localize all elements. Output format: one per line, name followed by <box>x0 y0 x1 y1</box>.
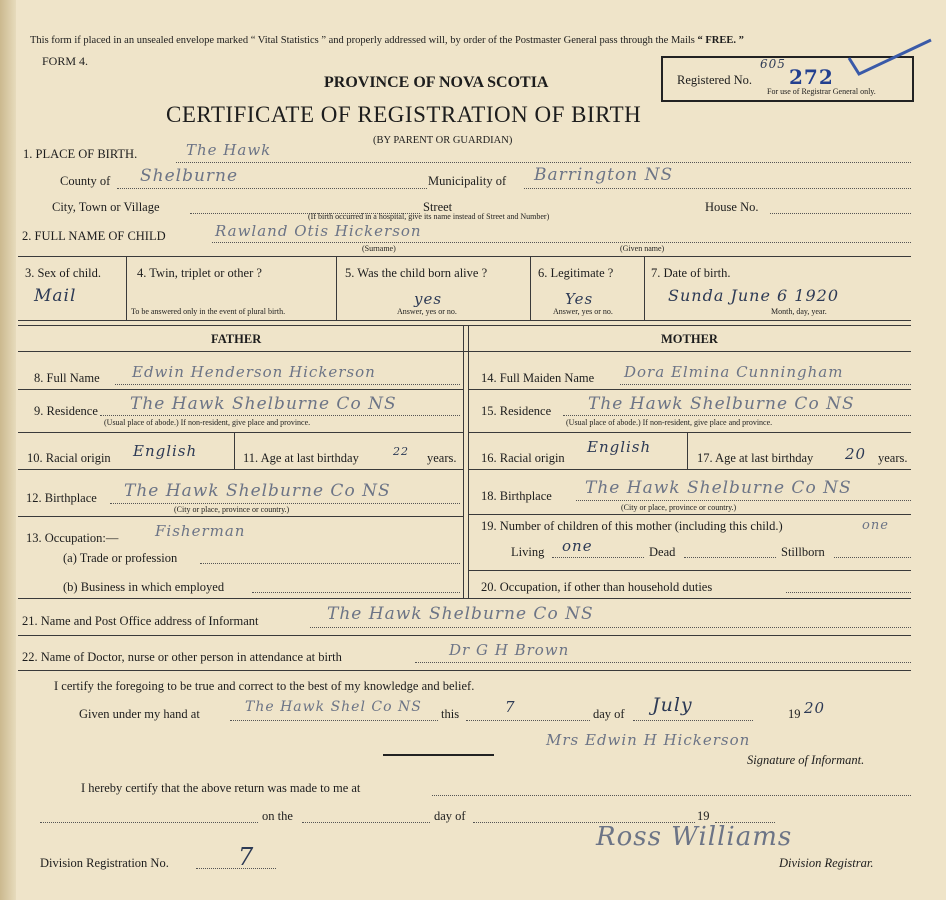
county-line <box>117 188 427 189</box>
registrar-cert-label: I hereby certify that the above return was made to me at <box>81 781 361 795</box>
place-of-birth-line <box>176 162 911 163</box>
street-label: Street <box>423 200 453 214</box>
father-racial-label: 10. Racial origin <box>27 451 111 465</box>
division-value: 7 <box>238 843 255 871</box>
mother-residence-value: The Hawk Shelburne Co NS <box>588 394 855 414</box>
free-label: “ FREE. ” <box>697 35 744 46</box>
street-note: (If birth occurred in a hospital, give its name instead of Street and Number) <box>308 212 550 221</box>
given-place-line <box>230 720 438 721</box>
child-name-label: 2. FULL NAME OF CHILD <box>22 229 166 243</box>
legit-label: 6. Legitimate ? <box>538 266 614 280</box>
trade-label: (a) Trade or profession <box>63 551 178 565</box>
sex-value: Mail <box>34 286 77 306</box>
mother-residence-line <box>563 415 911 416</box>
father-years-label: years. <box>427 451 457 465</box>
informant-signature-label: Signature of Informant. <box>747 753 865 767</box>
alive-note: Answer, yes or no. <box>397 307 457 316</box>
county-value: Shelburne <box>140 166 239 186</box>
father-occupation-value: Fisherman <box>155 522 246 540</box>
on-the-line <box>302 822 430 823</box>
given-label: Given under my hand at <box>79 707 200 721</box>
father-age-divider <box>234 432 235 469</box>
informant-value: The Hawk Shelburne Co NS <box>327 604 594 624</box>
doctor-value: Dr G H Brown <box>449 641 570 659</box>
father-row-line-3 <box>18 469 463 470</box>
mother-row-line-4 <box>468 514 911 515</box>
divider-3-4 <box>126 256 127 320</box>
informant-signature: Mrs Edwin H Hickerson <box>546 731 751 749</box>
dob-note: Month, day, year. <box>771 307 827 316</box>
father-residence-note-1: (Usual place of abode.) <box>104 418 179 427</box>
mother-heading: MOTHER <box>661 332 718 346</box>
mother-residence-label: 15. Residence <box>481 404 552 418</box>
father-residence-line <box>100 415 460 416</box>
business-line <box>252 592 460 593</box>
father-birthplace-label: 12. Birthplace <box>26 491 97 505</box>
parents-divider-1 <box>463 325 464 598</box>
county-label: County of <box>60 174 111 188</box>
mother-years-label: years. <box>878 451 908 465</box>
stillborn-line <box>834 557 911 558</box>
mother-birthplace-value: The Hawk Shelburne Co NS <box>585 478 852 498</box>
father-heading: FATHER <box>211 332 262 346</box>
father-birthplace-note: (City or place, province or country.) <box>174 505 290 514</box>
mail-notice <box>30 36 744 47</box>
municipality-line <box>524 188 911 189</box>
registered-label: Registered No. <box>677 73 752 87</box>
informant-bottom-line <box>18 635 911 636</box>
mother-occupation-line <box>786 592 911 593</box>
nineteen-label: 19 <box>697 809 710 823</box>
living-line <box>552 557 644 558</box>
father-birthplace-line <box>110 503 460 504</box>
alive-value: yes <box>414 290 443 308</box>
parents-heading-line <box>18 351 911 352</box>
mother-residence-note-1: (Usual place of abode.) <box>566 418 641 427</box>
paper-edge <box>0 0 16 900</box>
registered-number-top: 605 <box>760 57 786 71</box>
father-residence-note-2: If non-resident, give place and province. <box>180 418 311 427</box>
father-residence-note <box>104 419 310 427</box>
divider-6-7 <box>644 256 645 320</box>
living-label: Living <box>511 545 545 559</box>
father-occupation-label: 13. Occupation:— <box>26 531 119 545</box>
alive-label: 5. Was the child born alive ? <box>345 266 488 280</box>
given-day: 7 <box>505 698 516 716</box>
certify-statement: I certify the foregoing to be true and correct to the best of my knowledge and belief. <box>54 679 475 693</box>
stillborn-label: Stillborn <box>781 545 825 559</box>
on-the-label: on the <box>262 809 293 823</box>
given-day-line <box>466 720 590 721</box>
row-3-7-top <box>18 256 911 257</box>
twin-label: 4. Twin, triplet or other ? <box>137 266 262 280</box>
doctor-line <box>415 662 911 663</box>
mother-residence-note-2: If non-resident, give place and province. <box>642 418 773 427</box>
children-value: one <box>862 518 889 533</box>
registrar-line-a <box>40 822 258 823</box>
day-of-label: day of <box>434 809 466 823</box>
given-month: July <box>652 694 693 716</box>
province-heading: PROVINCE OF NOVA SCOTIA <box>324 74 549 91</box>
father-age-label: 11. Age at last birthday <box>243 451 359 465</box>
father-age-value: 22 <box>393 445 409 458</box>
check-mark-icon <box>845 36 935 81</box>
parents-top-line <box>18 325 911 326</box>
mother-birthplace-note: (City or place, province or country.) <box>621 503 737 512</box>
father-name-line <box>115 384 460 385</box>
given-month-line <box>633 720 753 721</box>
legit-note: Answer, yes or no. <box>553 307 613 316</box>
municipality-label: Municipality of <box>428 174 507 188</box>
row-3-7-bottom <box>18 320 911 321</box>
dead-label: Dead <box>649 545 676 559</box>
mother-birthplace-line <box>576 500 911 501</box>
registrar-signature: Ross Williams <box>596 822 793 852</box>
given-year: 20 <box>804 699 826 717</box>
mother-residence-note <box>566 419 772 427</box>
business-label: (b) Business in which employed <box>63 580 225 594</box>
mother-name-value: Dora Elmina Cunningham <box>624 363 844 381</box>
father-racial-value: English <box>133 442 198 460</box>
mother-age-label: 17. Age at last birthday <box>697 451 814 465</box>
mother-occupation-label: 20. Occupation, if other than household duties <box>481 580 713 594</box>
house-label: House No. <box>705 200 759 214</box>
division-line <box>196 868 276 869</box>
mother-row-line-3 <box>468 469 911 470</box>
city-label: City, Town or Village <box>52 200 160 214</box>
mother-row-line-1 <box>468 389 911 390</box>
given-name-label: (Given name) <box>620 244 665 253</box>
legit-value: Yes <box>565 290 594 308</box>
doctor-label: 22. Name of Doctor, nurse or other person in attendance at birth <box>22 650 342 664</box>
informant-line <box>310 627 911 628</box>
doctor-bottom-line <box>18 670 911 671</box>
dob-value: Sunda June 6 1920 <box>668 286 839 305</box>
mother-age-divider <box>687 432 688 469</box>
mother-row-line-5 <box>468 570 911 571</box>
municipality-value: Barrington NS <box>534 165 674 185</box>
certificate-subtitle: (BY PARENT OR GUARDIAN) <box>373 135 513 146</box>
father-birthplace-value: The Hawk Shelburne Co NS <box>124 481 391 501</box>
trade-line <box>200 563 460 564</box>
mother-racial-value: English <box>587 438 652 456</box>
registrar-place-line <box>432 795 911 796</box>
divider-4-5 <box>336 256 337 320</box>
father-residence-label: 9. Residence <box>34 404 98 418</box>
parents-divider-2 <box>468 325 469 598</box>
mother-name-line <box>620 384 911 385</box>
divider-5-6 <box>530 256 531 320</box>
given-this-label: this <box>441 707 460 721</box>
living-value: one <box>562 537 593 555</box>
mother-age-value: 20 <box>845 445 867 463</box>
informant-label: 21. Name and Post Office address of Informant <box>22 614 259 628</box>
dob-label: 7. Date of birth. <box>651 266 731 280</box>
father-row-line-1 <box>18 389 463 390</box>
given-day-of-label: day of <box>593 707 625 721</box>
place-of-birth-label: 1. PLACE OF BIRTH. <box>23 147 138 161</box>
given-place: The Hawk Shel Co NS <box>245 699 422 715</box>
place-of-birth-value: The Hawk <box>186 141 272 159</box>
surname-label: (Surname) <box>362 244 396 253</box>
father-residence-value: The Hawk Shelburne Co NS <box>130 394 397 414</box>
mother-row-line-2 <box>468 432 911 433</box>
registered-note: For use of Registrar General only. <box>767 87 876 96</box>
form-number: FORM 4. <box>42 54 89 68</box>
registrar-label: Division Registrar. <box>779 856 874 870</box>
given-year-prefix: 19 <box>788 707 801 721</box>
mother-name-label: 14. Full Maiden Name <box>481 371 595 385</box>
father-row-line-2 <box>18 432 463 433</box>
registered-number: 272 <box>789 65 834 89</box>
mother-racial-label: 16. Racial origin <box>481 451 565 465</box>
mother-birthplace-label: 18. Birthplace <box>481 489 552 503</box>
child-name-value: Rawland Otis Hickerson <box>215 222 422 240</box>
father-row-line-4 <box>18 516 463 517</box>
sex-label: 3. Sex of child. <box>25 266 102 280</box>
twin-note: To be answered only in the event of plural birth. <box>131 307 286 316</box>
father-name-value: Edwin Henderson Hickerson <box>132 363 376 381</box>
certificate-title: CERTIFICATE OF REGISTRATION OF BIRTH <box>166 102 642 127</box>
division-label: Division Registration No. <box>40 856 169 870</box>
mail-notice-text: This form if placed in an unsealed envelope marked “ Vital Statistics ” and properly addressed will, by order of the Postmaster General pass through the Mails <box>30 35 695 46</box>
house-line <box>770 213 911 214</box>
dead-line <box>684 557 776 558</box>
informant-top-line <box>18 598 911 599</box>
child-name-line <box>212 242 911 243</box>
father-name-label: 8. Full Name <box>34 371 100 385</box>
children-label: 19. Number of children of this mother (including this child.) <box>481 519 783 533</box>
signature-rule <box>383 754 494 756</box>
